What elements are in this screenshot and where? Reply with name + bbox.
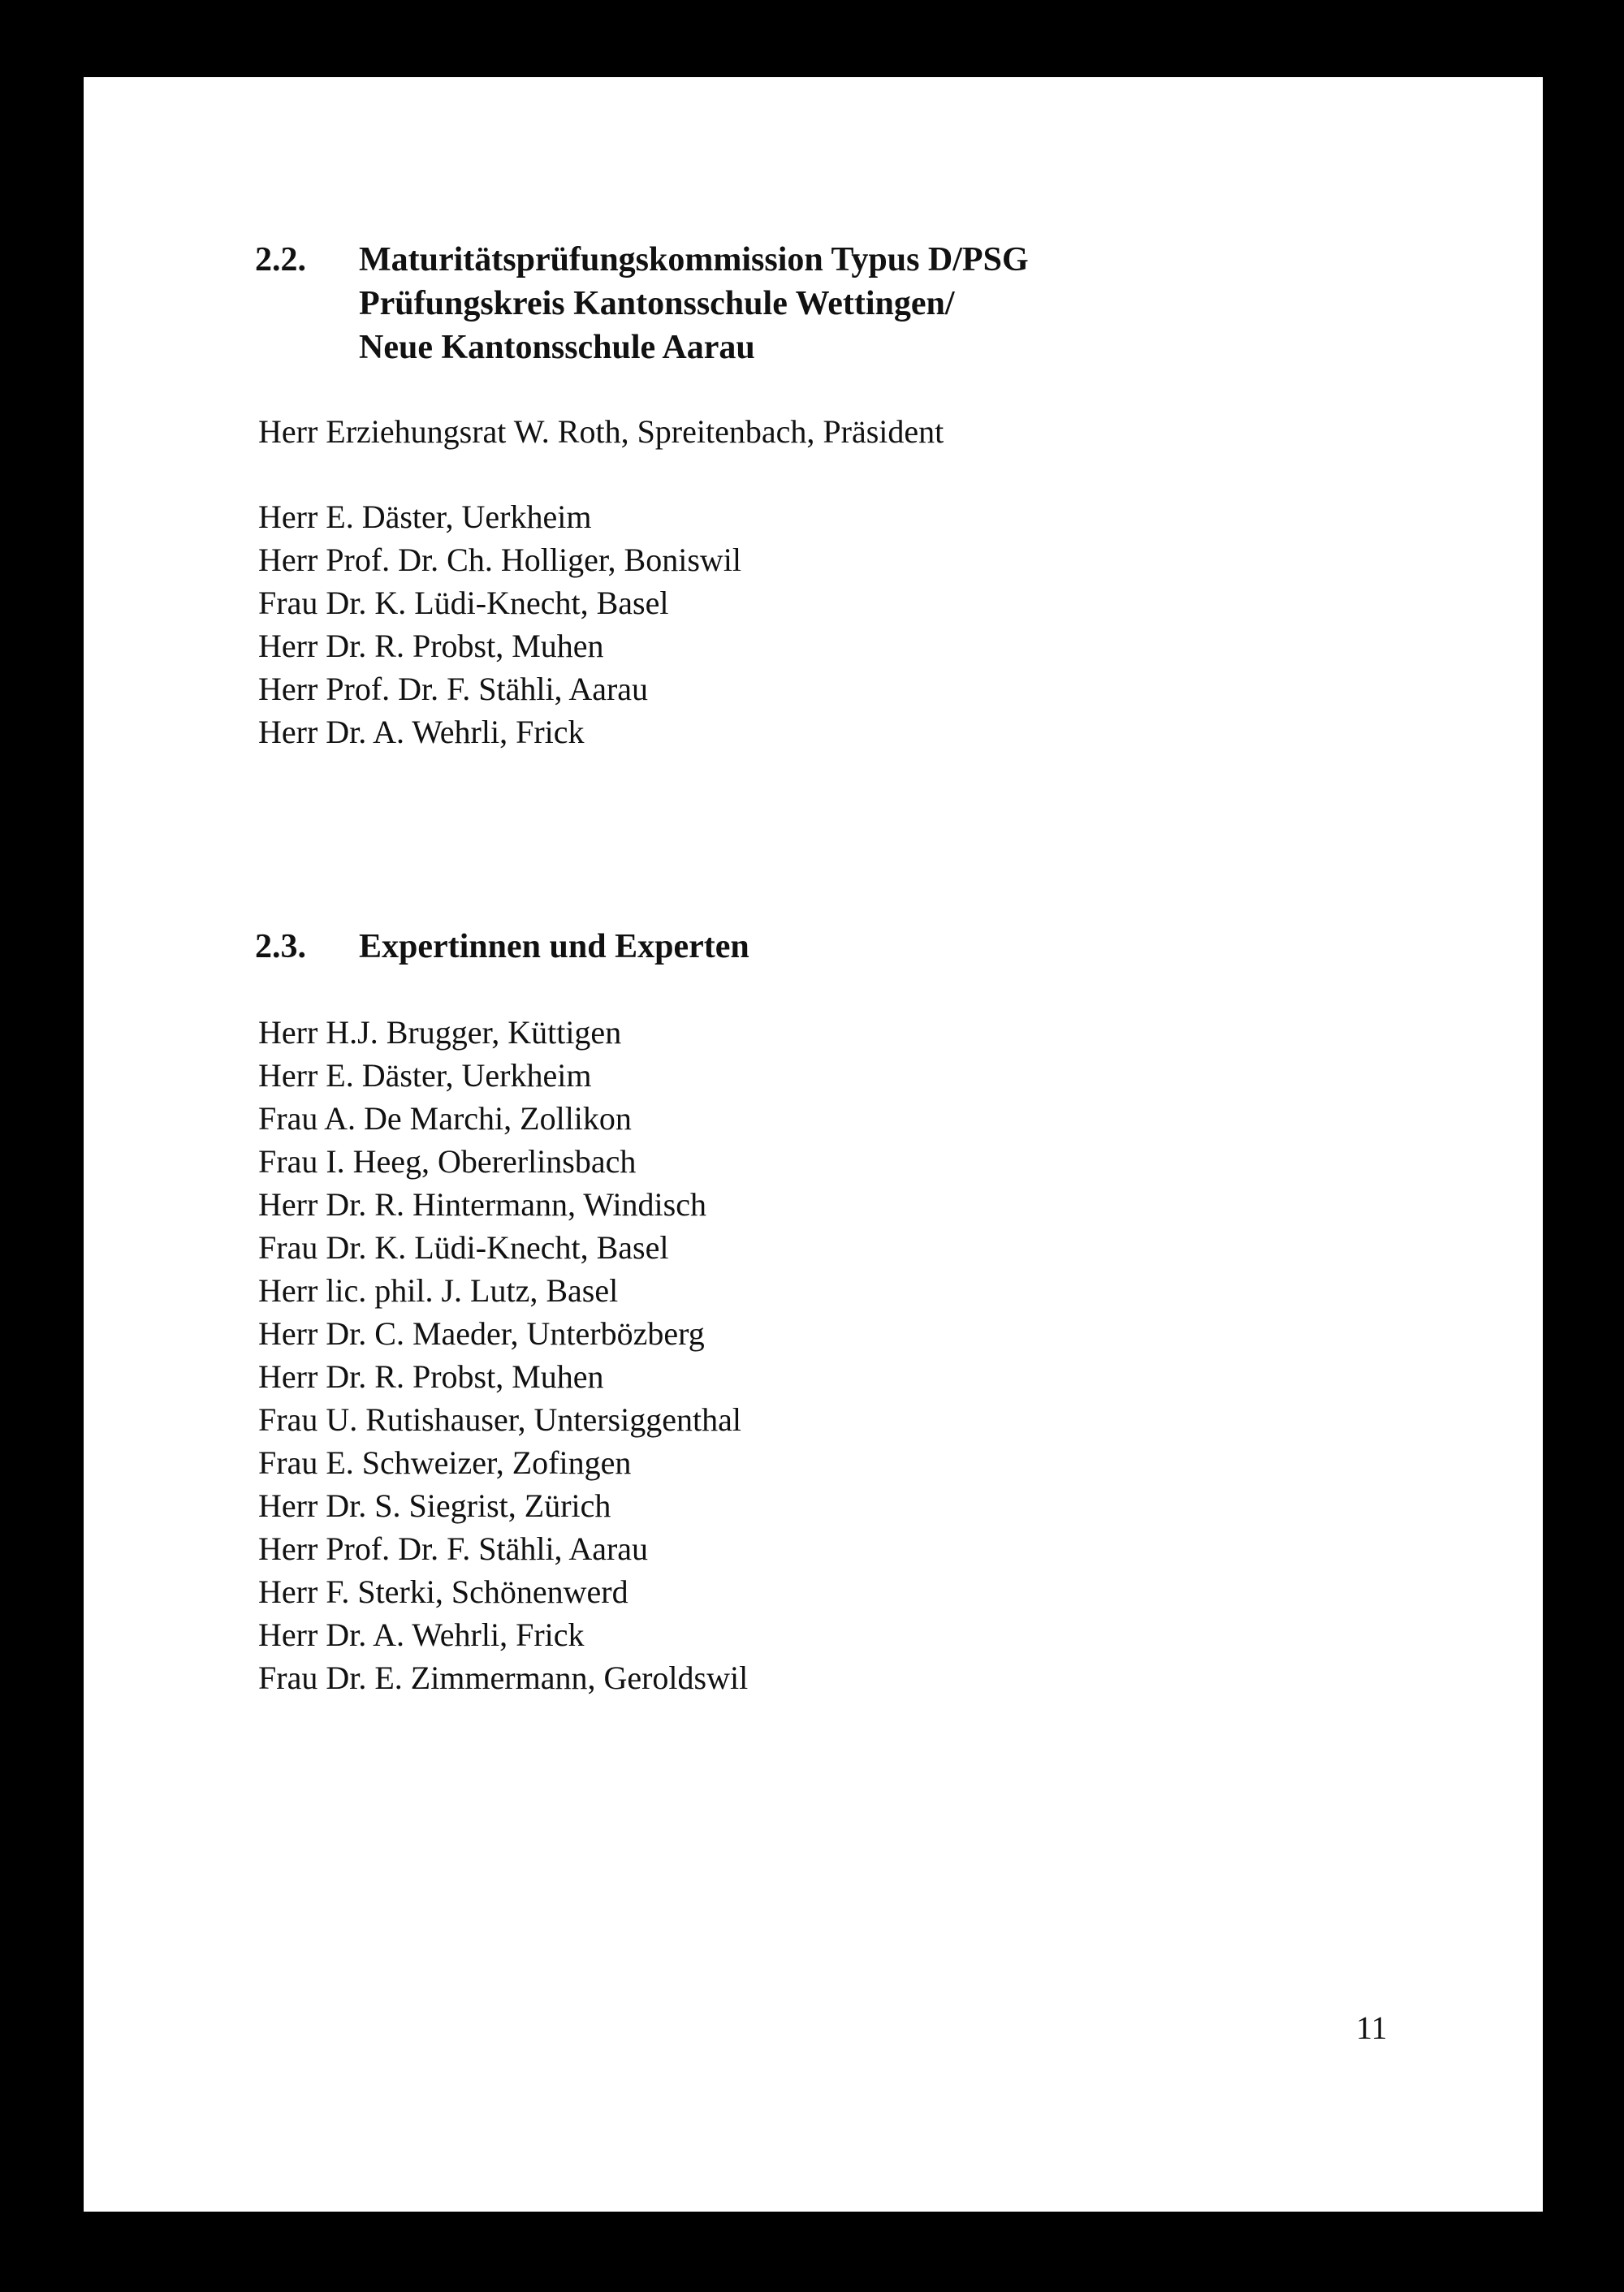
member-entry: Herr Dr. A. Wehrli, Frick <box>258 714 585 750</box>
experts-list <box>255 1011 749 1699</box>
expert-entry: Herr Prof. Dr. F. Stähli, Aarau <box>258 1530 649 1567</box>
expert-entry: Herr Dr. R. Probst, Muhen <box>258 1358 604 1395</box>
expert-entry: Herr Dr. S. Siegrist, Zürich <box>258 1487 611 1524</box>
expert-entry: Herr Dr. A. Wehrli, Frick <box>258 1616 585 1653</box>
expert-entry: Herr H.J. Brugger, Küttigen <box>258 1014 622 1051</box>
expert-entry: Herr lic. phil. J. Lutz, Basel <box>258 1272 619 1309</box>
section-2-3 <box>255 925 749 1699</box>
member-entry: Herr E. Däster, Uerkheim <box>258 499 592 535</box>
commission-members-list <box>255 495 1029 753</box>
section-2-3-heading <box>255 925 749 969</box>
expert-entry: Herr Dr. C. Maeder, Unterbözberg <box>258 1315 705 1352</box>
expert-entry: Frau A. De Marchi, Zollikon <box>258 1100 632 1137</box>
expert-entry: Frau Dr. K. Lüdi-Knecht, Basel <box>258 1229 669 1266</box>
page-number: 11 <box>1356 2009 1388 2046</box>
member-entry: Herr Prof. Dr. Ch. Holliger, Boniswil <box>258 542 742 578</box>
section-title-line: Prüfungskreis Kantonsschule Wettingen/ <box>359 285 955 322</box>
president-entry: Herr Erziehungsrat W. Roth, Spreitenbach, Präsident <box>258 413 944 450</box>
expert-entry: Herr F. Sterki, Schönenwerd <box>258 1573 628 1610</box>
section-2-2 <box>255 238 1029 753</box>
member-entry: Frau Dr. K. Lüdi-Knecht, Basel <box>258 585 669 621</box>
section-2-2-heading <box>255 238 1029 369</box>
section-title-line: Maturitätsprüfungskommission Typus D/PSG <box>359 241 1029 278</box>
expert-entry: Frau E. Schweizer, Zofingen <box>258 1444 632 1481</box>
expert-entry: Frau Dr. E. Zimmermann, Geroldswil <box>258 1660 749 1696</box>
section-title <box>359 238 1029 369</box>
member-entry: Herr Prof. Dr. F. Stähli, Aarau <box>258 671 649 707</box>
section-title <box>359 925 749 969</box>
section-title-line: Expertinnen und Experten <box>359 928 749 965</box>
expert-entry: Herr E. Däster, Uerkheim <box>258 1057 592 1094</box>
section-number: 2.3. <box>255 928 306 965</box>
member-entry: Herr Dr. R. Probst, Muhen <box>258 628 604 664</box>
expert-entry: Frau I. Heeg, Obererlinsbach <box>258 1143 637 1180</box>
section-number: 2.2. <box>255 241 306 278</box>
expert-entry: Frau U. Rutishauser, Untersiggenthal <box>258 1401 741 1438</box>
section-title-line: Neue Kantonsschule Aarau <box>359 329 755 366</box>
document-page <box>84 77 1543 2212</box>
expert-entry: Herr Dr. R. Hintermann, Windisch <box>258 1186 706 1223</box>
